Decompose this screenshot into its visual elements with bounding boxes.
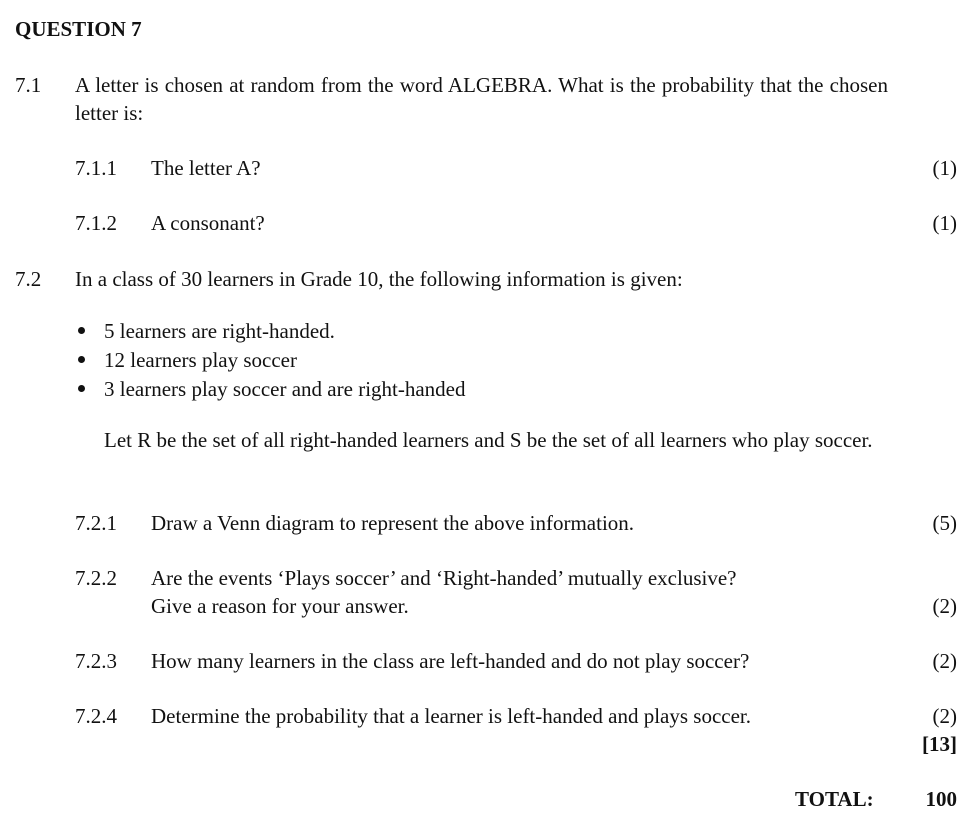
subquestion-text: Draw a Venn diagram to represent the above information. [151,511,635,535]
marks: (5) [932,511,957,535]
marks: (2) [932,704,957,728]
bullet-icon [78,385,85,392]
subquestion-text: Are the events ‘Plays soccer’ and ‘Right-handed’ mutually exclusive? [151,566,737,590]
bullet-icon [78,356,85,363]
question-number: 7.1 [15,73,42,97]
set-definition-note: Let R be the set of all right-handed learners and S be the set of all learners who play soccer. [104,428,873,452]
subquestion-text: The letter A? [151,156,261,180]
question-number: 7.2 [15,267,42,291]
total-label: TOTAL: [795,787,874,811]
subquestion-text: A consonant? [151,211,265,235]
total-value: 100 [925,787,957,811]
section-total: [13] [922,732,957,756]
subquestion-number: 7.2.4 [75,704,117,728]
question-title: QUESTION 7 [15,17,142,41]
subquestion-text: Determine the probability that a learner is left-handed and plays soccer. [151,704,752,728]
bullet-item: 5 learners are right-handed. [104,319,335,343]
question-text: A letter is chosen at random from the word ALGEBRA. What is the probability that the chosen letter is: [75,73,888,125]
subquestion-number: 7.2.1 [75,511,117,535]
subquestion-number: 7.1.2 [75,211,117,235]
marks: (1) [932,211,957,235]
bullet-item: 3 learners play soccer and are right-handed [104,377,466,401]
bullet-item: 12 learners play soccer [104,348,297,372]
subquestion-text: How many learners in the class are left-handed and do not play soccer? [151,649,750,673]
bullet-icon [78,327,85,334]
marks: (2) [932,649,957,673]
subquestion-number: 7.1.1 [75,156,117,180]
question-text: In a class of 30 learners in Grade 10, the following information is given: [75,267,683,291]
subquestion-text-line2: Give a reason for your answer. [151,594,409,618]
subquestion-number: 7.2.2 [75,566,117,590]
subquestion-number: 7.2.3 [75,649,117,673]
marks: (1) [932,156,957,180]
marks: (2) [932,594,957,618]
